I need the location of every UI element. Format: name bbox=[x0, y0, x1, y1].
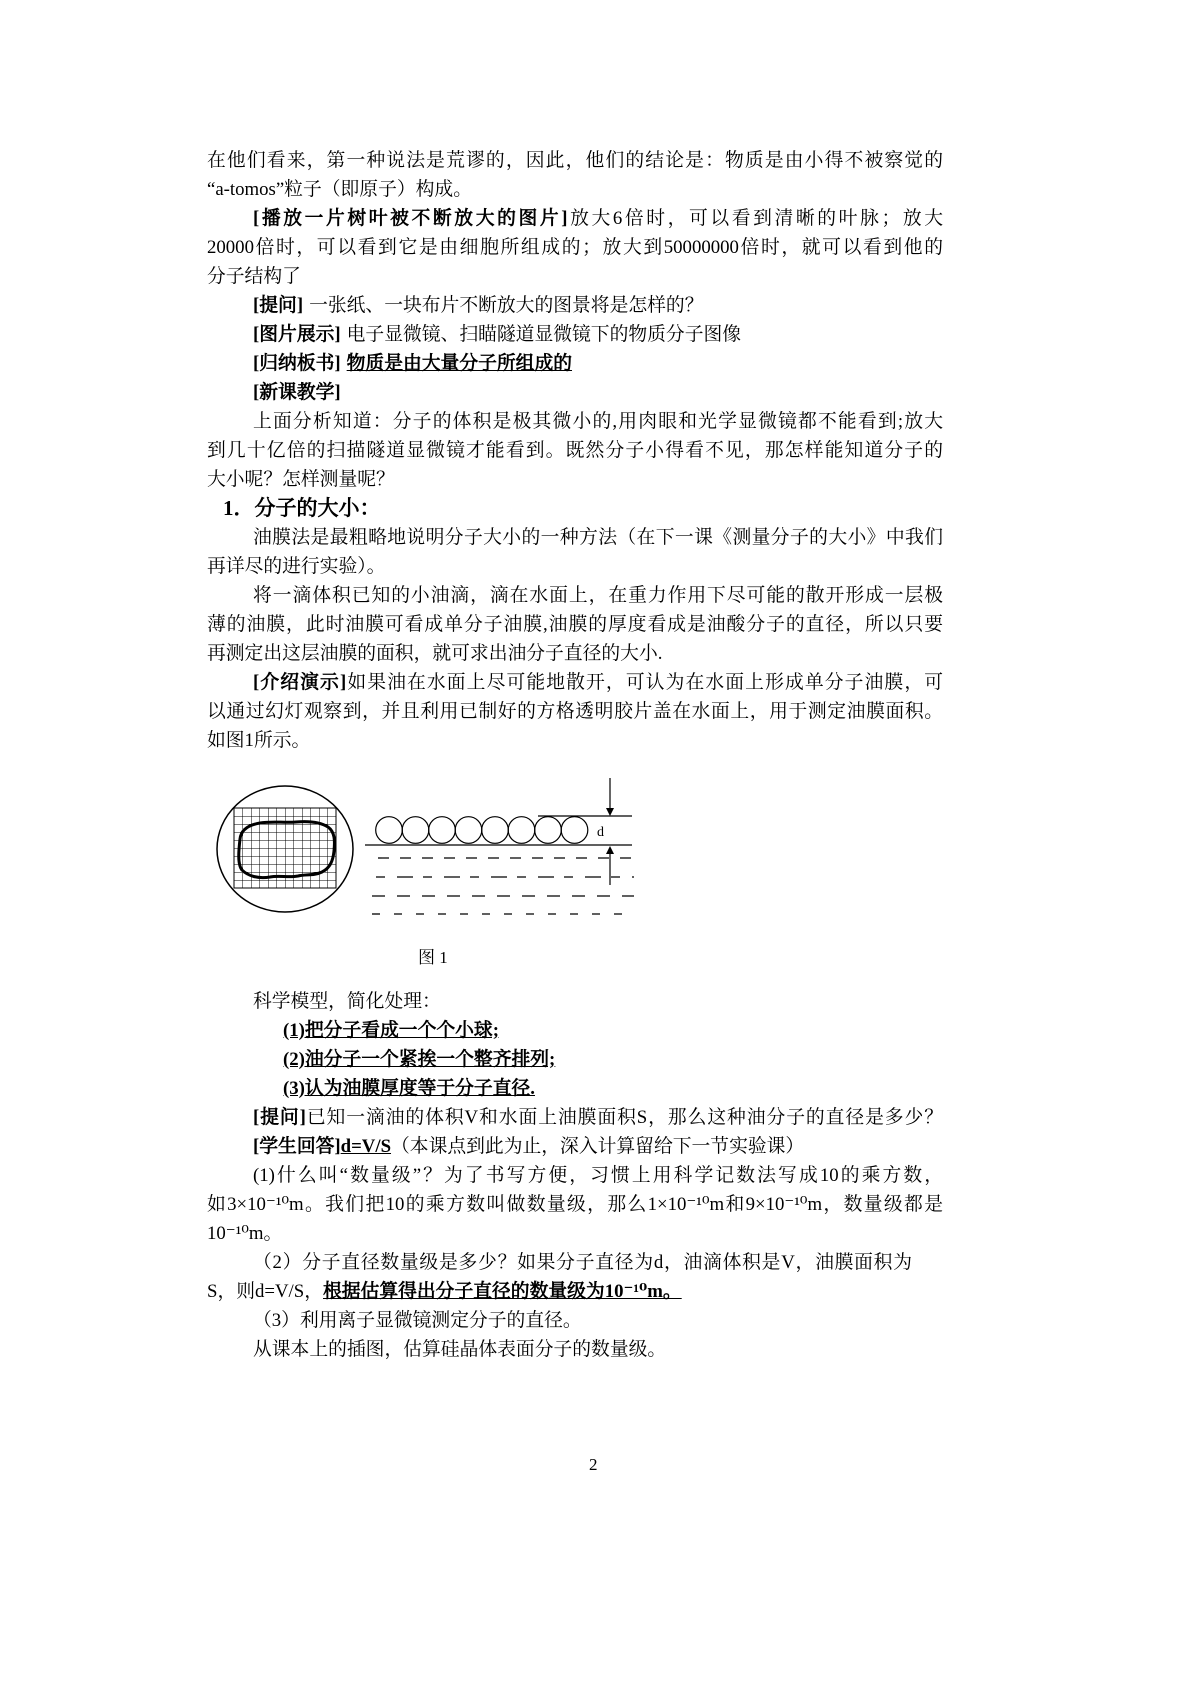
text-line bbox=[207, 610, 943, 639]
line-text: 电子显微镜、扫瞄隧道显微镜下的物质分子图像 bbox=[346, 324, 742, 345]
conclusion-text: 根据估算得出分子直径的数量级为10⁻¹⁰m。 bbox=[323, 1281, 682, 1302]
text-line bbox=[207, 1190, 943, 1219]
text-line bbox=[207, 233, 943, 262]
molecule-circle bbox=[482, 817, 509, 844]
bracket-tag: [播放一片树叶被不断放大的图片] bbox=[253, 208, 568, 229]
line-text: 20000倍时，可以看到它是由细胞所组成的；放大到50000000倍时，就可以看到他的 bbox=[207, 237, 943, 258]
molecule-circle bbox=[429, 817, 456, 844]
line-text: 再测定出这层油膜的面积，就可求出油分子直径的大小. bbox=[207, 643, 663, 664]
text-line bbox=[207, 1132, 943, 1161]
arrow-down-icon bbox=[606, 808, 614, 816]
text-line bbox=[207, 407, 943, 436]
text-line bbox=[207, 726, 943, 755]
line-text: 将一滴体积已知的小油滴，滴在水面上，在重力作用下尽可能的散开形成一层极 bbox=[253, 585, 943, 606]
text-line bbox=[207, 146, 943, 175]
line-text: （本课点到此为止，深入计算留给下一节实验课） bbox=[391, 1136, 805, 1157]
text-line bbox=[207, 668, 943, 697]
line-text: 上面分析知道：分子的体积是极其微小的,用肉眼和光学显微镜都不能看到;放大 bbox=[253, 411, 943, 432]
line-text: 如图1所示。 bbox=[207, 730, 311, 751]
figure-caption: 图 1 bbox=[418, 948, 448, 967]
text-line bbox=[207, 1335, 943, 1364]
molecule-circle bbox=[402, 817, 429, 844]
line-text: 薄的油膜，此时油膜可看成单分子油膜,油膜的厚度看成是油酸分子的直径，所以只要 bbox=[207, 614, 943, 635]
line-text: 在他们看来，第一种说法是荒谬的，因此，他们的结论是：物质是由小得不被察觉的 bbox=[207, 150, 943, 171]
molecule-circle bbox=[376, 817, 403, 844]
text-line bbox=[207, 1248, 912, 1277]
line-text: 到几十亿倍的扫描隧道显微镜才能看到。既然分子小得看不见，那怎样能知道分子的 bbox=[207, 440, 943, 461]
model-point-text: (1)把分子看成一个个小球; bbox=[283, 1020, 499, 1041]
line-text: 放大6倍时，可以看到清晰的叶脉；放大 bbox=[567, 208, 943, 229]
heading-text: 1．分子的大小： bbox=[223, 496, 381, 520]
line-text: 再详尽的进行实验）。 bbox=[207, 556, 386, 577]
text-line bbox=[207, 697, 943, 726]
text-line bbox=[207, 320, 943, 349]
model-point bbox=[207, 1074, 943, 1103]
text-line bbox=[207, 1277, 943, 1306]
bracket-tag: [归纳板书] bbox=[253, 353, 341, 374]
line-text: 如3×10⁻¹⁰m。我们把10的乘方数叫做数量级，那么1×10⁻¹⁰m和9×10⁻¹⁰m，数量级都是 bbox=[207, 1194, 943, 1215]
oil-film-figure bbox=[210, 775, 645, 925]
line-text: 10⁻¹⁰m。 bbox=[207, 1223, 283, 1244]
text-line bbox=[207, 262, 943, 291]
text-line bbox=[207, 1161, 943, 1190]
bracket-tag: [提问] bbox=[253, 1107, 306, 1128]
molecule-circle bbox=[455, 817, 482, 844]
line-text: 大小呢？怎样测量呢？ bbox=[207, 469, 395, 490]
text-line bbox=[207, 436, 943, 465]
bracket-tag: [图片展示] bbox=[253, 324, 341, 345]
text-line bbox=[207, 523, 943, 552]
line-text: 一张纸、一块布片不断放大的图景将是怎样的？ bbox=[309, 295, 704, 316]
model-point bbox=[207, 1045, 943, 1074]
board-summary-text: 物质是由大量分子所组成的 bbox=[346, 353, 573, 374]
text-line bbox=[207, 349, 943, 378]
model-point bbox=[207, 1016, 943, 1045]
line-text: S，则d=V/S， bbox=[207, 1281, 323, 1302]
line-text: 如果油在水面上尽可能地散开，可认为在水面上形成单分子油膜，可 bbox=[346, 672, 944, 693]
text-line bbox=[207, 291, 943, 320]
line-text: (1)什么叫“数量级”？为了书写方便，习惯上用科学记数法写成10的乘方数， bbox=[253, 1165, 943, 1186]
formula-text: d=V/S bbox=[340, 1136, 392, 1157]
bracket-tag: [学生回答] bbox=[253, 1136, 341, 1157]
page-number: 2 bbox=[589, 1455, 598, 1474]
bracket-tag: [介绍演示] bbox=[253, 672, 347, 693]
text-line bbox=[207, 1219, 943, 1248]
bracket-tag: [提问] bbox=[253, 295, 304, 316]
model-point-text: (3)认为油膜厚度等于分子直径. bbox=[283, 1078, 535, 1099]
line-text: 油膜法是最粗略地说明分子大小的一种方法（在下一课《测量分子的大小》中我们 bbox=[253, 527, 943, 548]
line-text: 分子结构了 bbox=[207, 266, 301, 287]
line-text: 科学模型，简化处理： bbox=[253, 991, 441, 1012]
text-line bbox=[207, 378, 943, 407]
arrow-up-icon bbox=[606, 846, 614, 854]
line-text: 已知一滴油的体积V和水面上油膜面积S，那么这种油分子的直径是多少？ bbox=[305, 1107, 943, 1128]
text-block-before-figure bbox=[207, 146, 943, 755]
bracket-tag: [新课教学] bbox=[253, 382, 341, 403]
text-line bbox=[207, 1103, 943, 1132]
text-line bbox=[207, 581, 943, 610]
text-line bbox=[207, 465, 943, 494]
line-text: （2）分子直径数量级是多少？如果分子直径为d，油滴体积是V，油膜面积为 bbox=[253, 1252, 912, 1273]
model-point-text: (2)油分子一个紧挨一个整齐排列; bbox=[283, 1049, 556, 1070]
molecule-circle bbox=[535, 817, 562, 844]
text-line bbox=[207, 639, 943, 668]
text-block-after-figure bbox=[207, 987, 943, 1364]
section-heading bbox=[207, 494, 943, 523]
text-line bbox=[207, 552, 943, 581]
line-text: 以通过幻灯观察到，并且利用已制好的方格透明胶片盖在水面上，用于测定油膜面积。 bbox=[207, 701, 943, 722]
line-text: “a-tomos”粒子（即原子）构成。 bbox=[207, 179, 472, 200]
text-line bbox=[207, 204, 943, 233]
molecule-circle bbox=[508, 817, 535, 844]
line-text: （3）利用离子显微镜测定分子的直径。 bbox=[253, 1310, 582, 1331]
line-text: 从课本上的插图，估算硅晶体表面分子的数量级。 bbox=[253, 1339, 667, 1360]
text-line bbox=[207, 1306, 943, 1335]
text-line bbox=[207, 175, 943, 204]
molecule-circle bbox=[561, 817, 588, 844]
diameter-label: d bbox=[597, 825, 604, 840]
text-line bbox=[207, 987, 943, 1016]
